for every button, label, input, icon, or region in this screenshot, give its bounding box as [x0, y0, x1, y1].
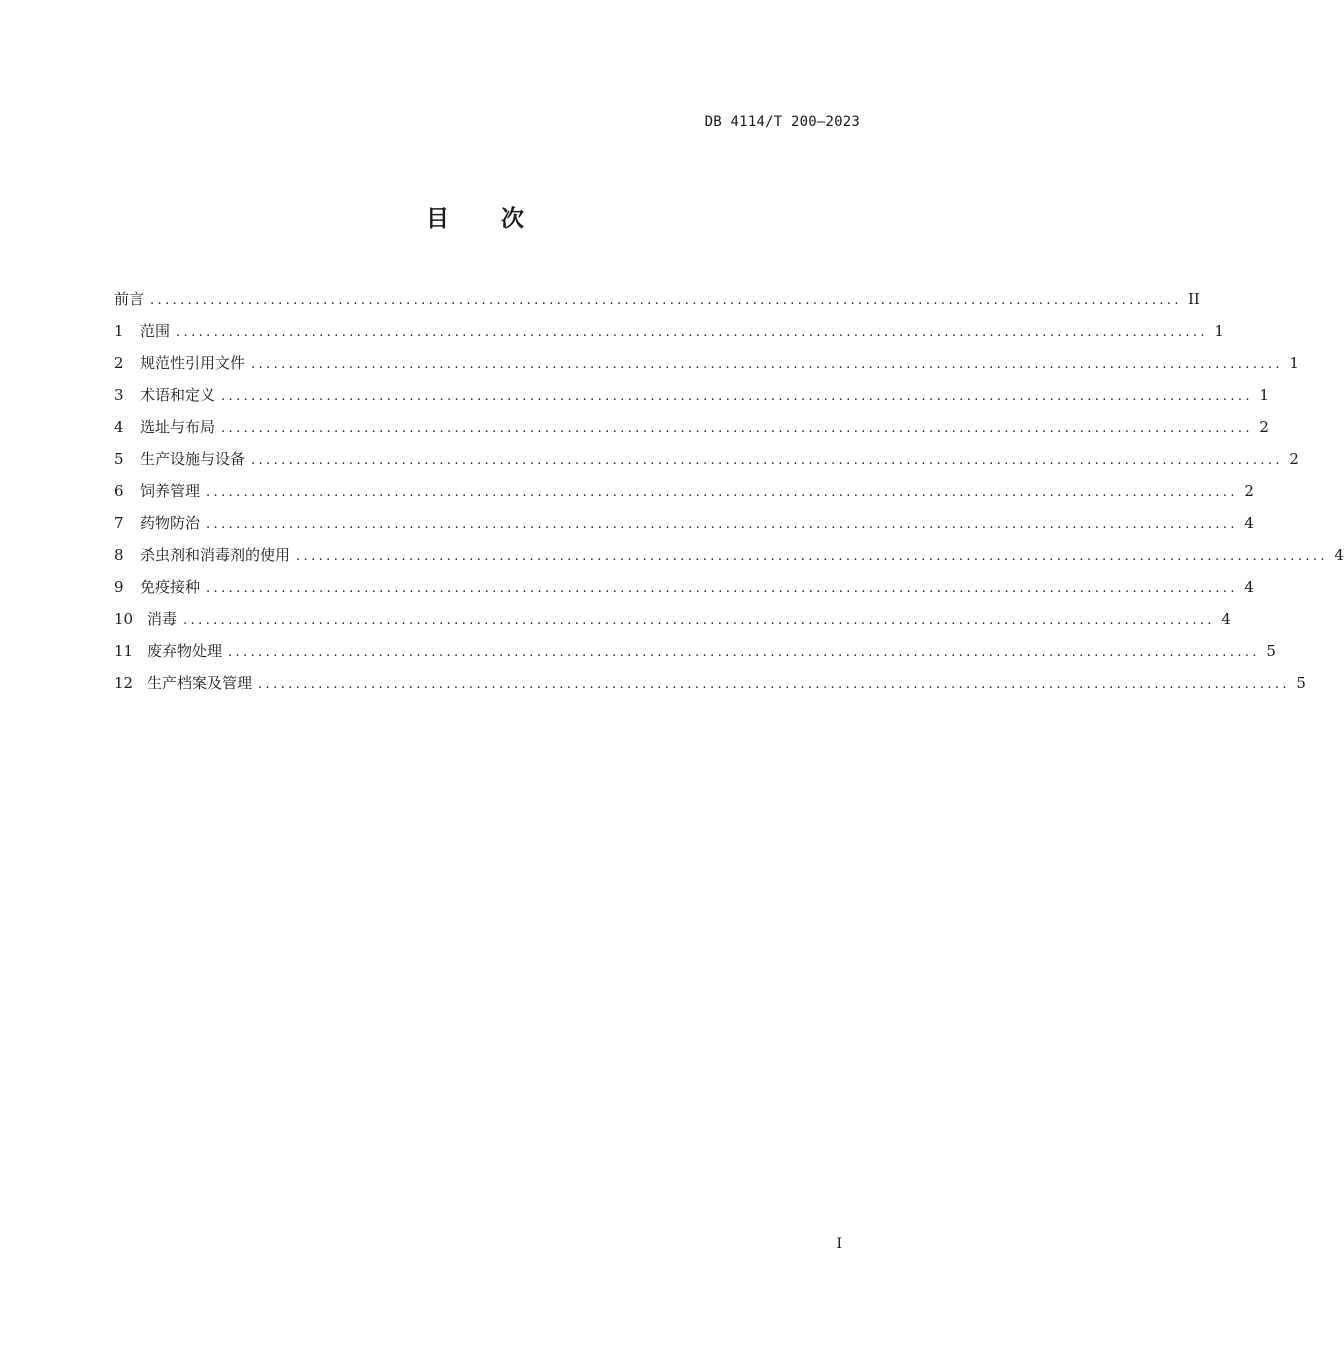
toc-dot-leader: ......................................................................................................................................... — [296, 549, 1328, 564]
page-number: I — [836, 1236, 842, 1252]
table-of-contents — [114, 286, 1344, 702]
toc-entry-page: 1 — [1259, 386, 1269, 404]
toc-entry-number: 2 — [114, 354, 124, 372]
toc-entry-number: 11 — [114, 642, 134, 660]
toc-entry-4[interactable] — [114, 414, 1269, 446]
toc-entry-foreword[interactable] — [114, 286, 1200, 318]
toc-dot-leader: ......................................................................................................................................... — [183, 613, 1215, 628]
toc-entry-page: 1 — [1214, 322, 1224, 340]
toc-entry-label: 消毒 — [147, 610, 178, 628]
toc-entry-label: 选址与布局 — [140, 418, 216, 436]
toc-entry-page: 5 — [1266, 642, 1276, 660]
toc-dot-leader: ......................................................................................................................................... — [221, 389, 1253, 404]
toc-entry-label: 杀虫剂和消毒剂的使用 — [140, 546, 291, 564]
toc-entry-number: 7 — [114, 514, 124, 532]
toc-entry-page: 4 — [1244, 514, 1254, 532]
toc-entry-label: 饲养管理 — [140, 482, 201, 500]
toc-entry-number: 4 — [114, 418, 124, 436]
page-title-char-1: 目 — [426, 206, 449, 232]
toc-dot-leader: ......................................................................................................................................... — [206, 517, 1238, 532]
toc-entry-label: 药物防治 — [140, 514, 201, 532]
page-title-char-2: 次 — [501, 206, 524, 232]
toc-entry-number: 12 — [114, 674, 134, 692]
toc-dot-leader: ......................................................................................................................................... — [251, 453, 1283, 468]
toc-entry-12[interactable] — [114, 670, 1306, 702]
toc-entry-number: 6 — [114, 482, 124, 500]
toc-entry-page: 5 — [1296, 674, 1306, 692]
toc-dot-leader: ......................................................................................................................................... — [251, 357, 1283, 372]
toc-entry-7[interactable] — [114, 510, 1254, 542]
toc-entry-number: 10 — [114, 610, 134, 628]
toc-entry-page: 1 — [1289, 354, 1299, 372]
toc-entry-label: 废弃物处理 — [147, 642, 223, 660]
toc-dot-leader: ......................................................................................................................................... — [221, 421, 1253, 436]
toc-entry-label: 规范性引用文件 — [140, 354, 246, 372]
toc-entry-number: 5 — [114, 450, 124, 468]
toc-entry-11[interactable] — [114, 638, 1276, 670]
toc-dot-leader: ......................................................................................................................................... — [150, 293, 1182, 308]
toc-entry-label: 免疫接种 — [140, 578, 201, 596]
toc-dot-leader: ......................................................................................................................................... — [228, 645, 1260, 660]
toc-entry-page: 2 — [1289, 450, 1299, 468]
toc-dot-leader: ......................................................................................................................................... — [176, 325, 1208, 340]
toc-entry-page: II — [1187, 290, 1200, 308]
toc-entry-page: 4 — [1221, 610, 1231, 628]
toc-entry-number: 9 — [114, 578, 124, 596]
document-code: DB 4114/T 200—2023 — [704, 114, 860, 130]
toc-entry-10[interactable] — [114, 606, 1231, 638]
toc-entry-2[interactable] — [114, 350, 1299, 382]
toc-entry-9[interactable] — [114, 574, 1254, 606]
toc-dot-leader: ......................................................................................................................................... — [258, 677, 1290, 692]
toc-entry-label: 术语和定义 — [140, 386, 216, 404]
toc-dot-leader: ......................................................................................................................................... — [206, 485, 1238, 500]
toc-entry-number: 3 — [114, 386, 124, 404]
toc-entry-label: 前言 — [114, 290, 145, 308]
toc-entry-page: 4 — [1334, 546, 1344, 564]
toc-entry-3[interactable] — [114, 382, 1269, 414]
toc-entry-8[interactable] — [114, 542, 1344, 574]
toc-entry-6[interactable] — [114, 478, 1254, 510]
toc-entry-label: 生产设施与设备 — [140, 450, 246, 468]
toc-entry-page: 4 — [1244, 578, 1254, 596]
page-title — [0, 200, 950, 233]
toc-entry-page: 2 — [1259, 418, 1269, 436]
toc-entry-page: 2 — [1244, 482, 1254, 500]
toc-entry-1[interactable] — [114, 318, 1224, 350]
toc-entry-number: 1 — [114, 322, 124, 340]
toc-entry-label: 生产档案及管理 — [147, 674, 253, 692]
toc-entry-label: 范围 — [140, 322, 171, 340]
toc-entry-number: 8 — [114, 546, 124, 564]
toc-dot-leader: ......................................................................................................................................... — [206, 581, 1238, 596]
toc-entry-5[interactable] — [114, 446, 1299, 478]
